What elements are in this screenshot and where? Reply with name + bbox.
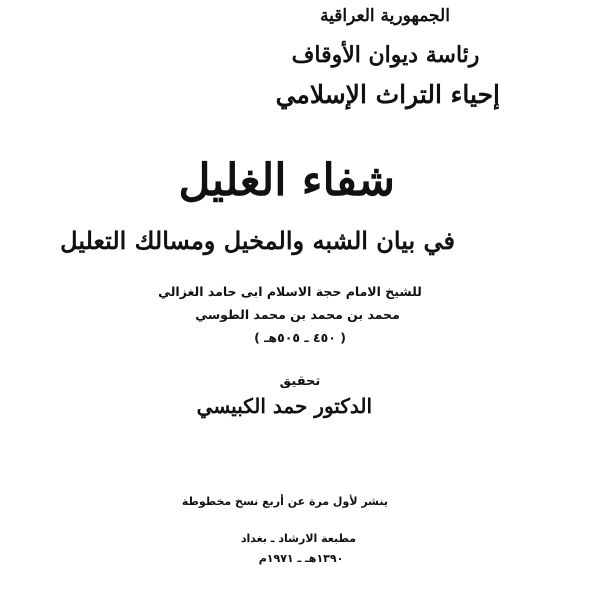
editor-label: تحقيق <box>279 374 321 389</box>
country-header: الجمهورية العراقية <box>320 6 450 26</box>
press-info: مطبعة الارشاد ـ بغداد <box>240 532 356 545</box>
series-header: إحياء التراث الإسلامي <box>275 80 500 109</box>
author-line-2: محمد بن محمد بن محمد الطوسي <box>195 307 400 322</box>
publication-year: ١٣٩٠هـ ـ ١٩٧١م <box>258 552 344 565</box>
book-title: شفاء الغليل <box>178 155 395 206</box>
publication-note: ينشر لأول مرة عن أربع نسخ مخطوطة <box>181 495 388 508</box>
book-subtitle: في بيان الشبه والمخيل ومسالك التعليل <box>60 226 455 255</box>
ministry-header: رئاسة ديوان الأوقاف <box>291 42 480 68</box>
author-dates: ( ٤٥٠ ـ ٥٠٥هـ ) <box>254 330 346 345</box>
author-line-1: للشيخ الامام حجة الاسلام ابى حامد الغزالي <box>158 284 422 299</box>
editor-name: الدكتور حمد الكبيسي <box>196 394 372 418</box>
